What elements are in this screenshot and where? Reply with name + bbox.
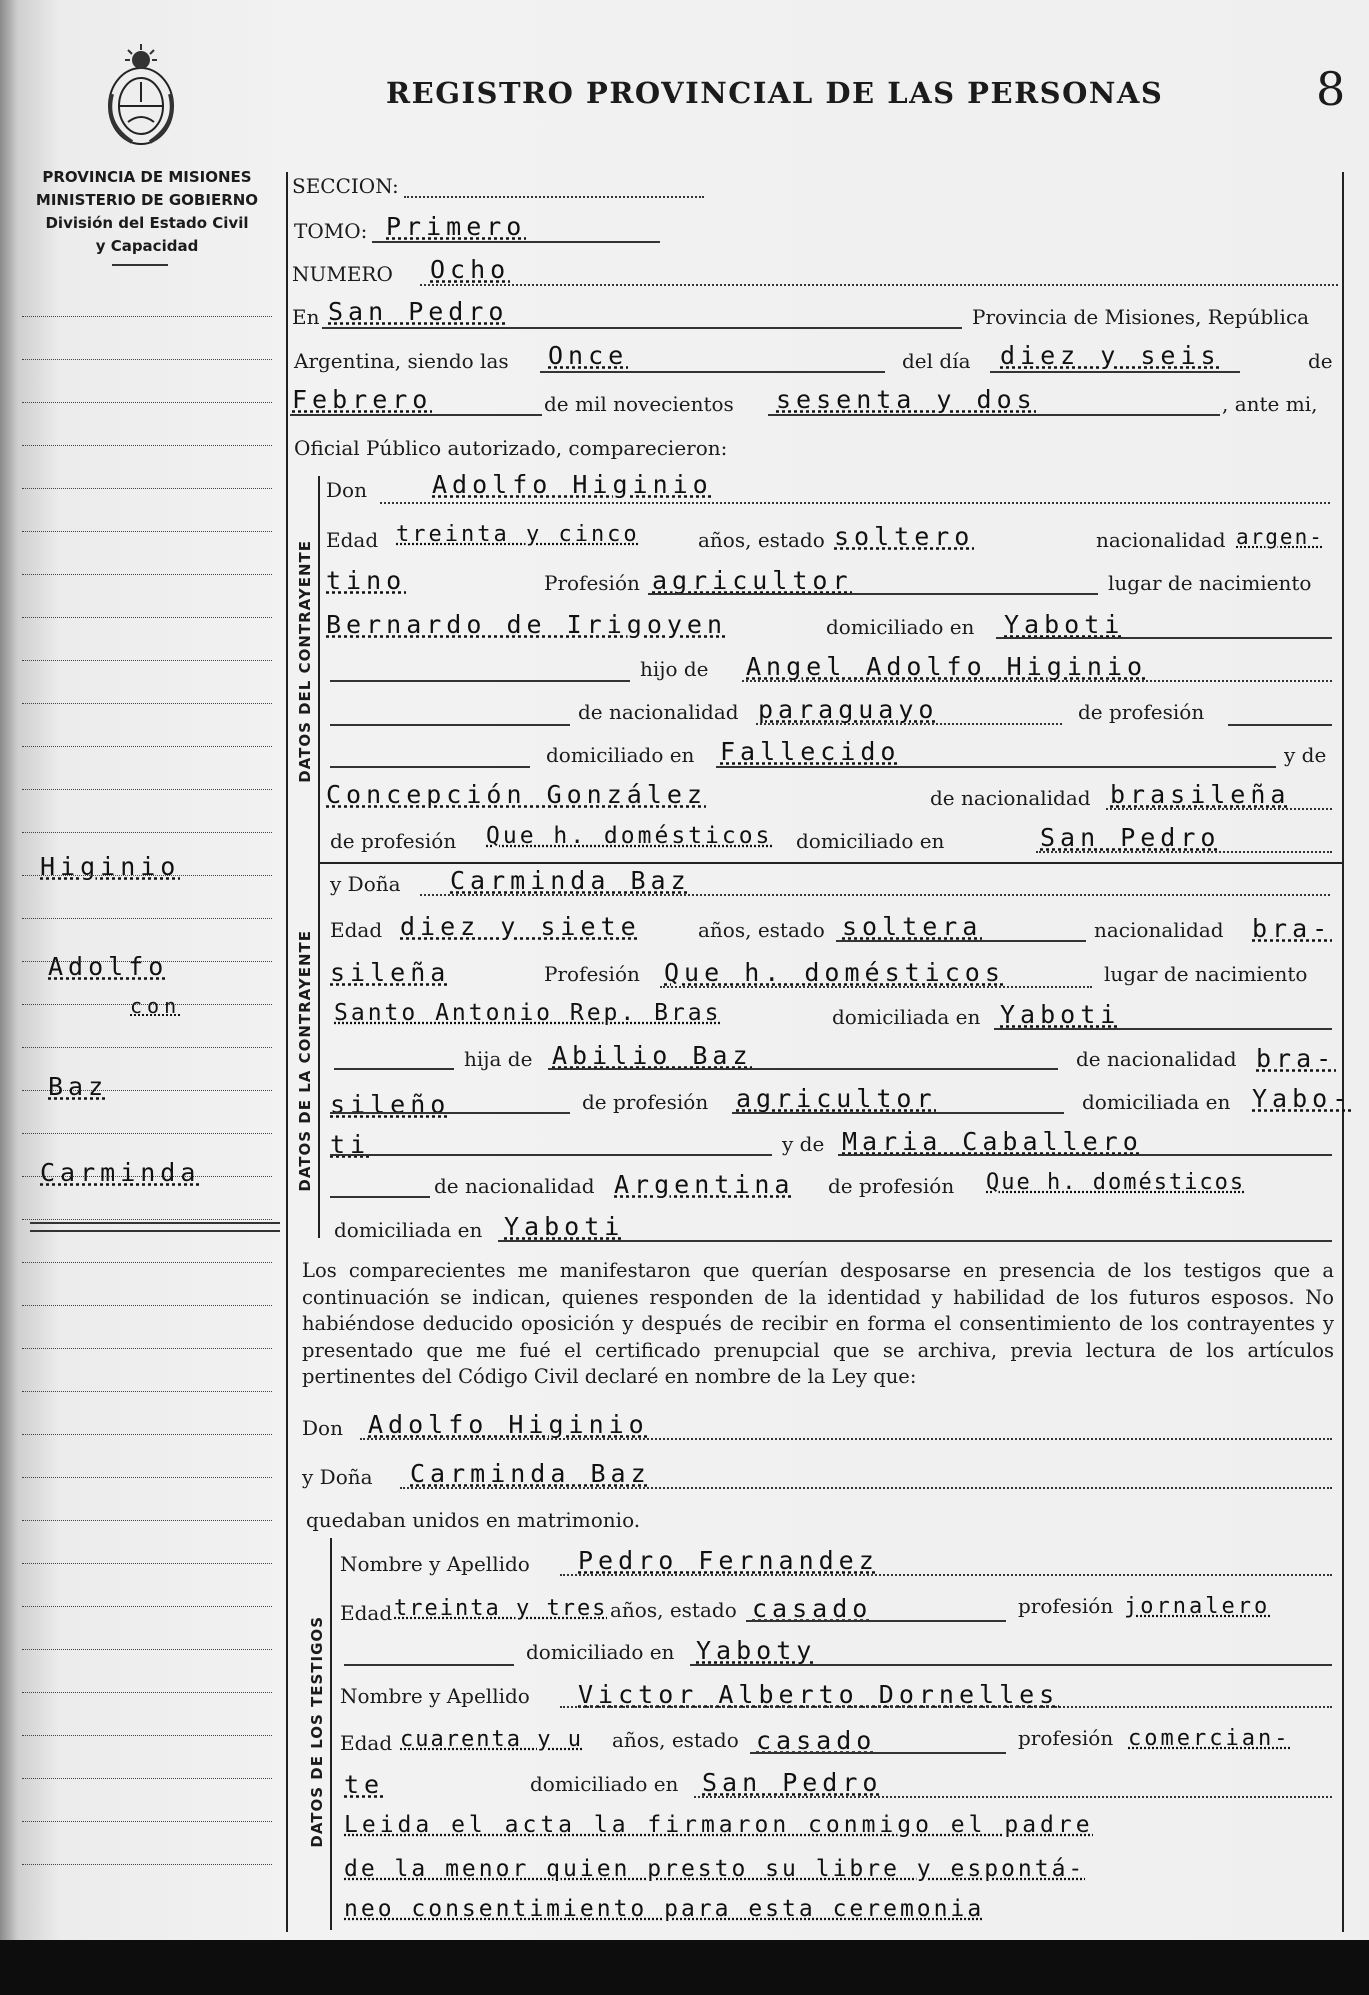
bride-mother-nac-label: de nacionalidad [434, 1174, 595, 1198]
margin-note-given-name: Adolfo [48, 952, 169, 981]
margin-ruled-line [22, 1520, 272, 1521]
seccion-field [404, 196, 704, 198]
groom-blank-1 [330, 680, 630, 682]
margin-ruled-line [22, 832, 272, 833]
note-line-3: neo consentimiento para esta ceremonia [344, 1896, 985, 1922]
year-label: de mil novecientos [544, 392, 734, 416]
contrayente-box-left [318, 476, 320, 1238]
father-prof-field [1228, 724, 1332, 726]
t1-blank [344, 1664, 514, 1666]
t1-anos-estado: años, estado [610, 1598, 737, 1622]
mother-profesion-value: Que h. domésticos [486, 823, 773, 849]
document-title: REGISTRO PROVINCIAL DE LAS PERSONAS [386, 76, 1164, 110]
groom-domiciliado-label: domiciliado en [826, 615, 975, 639]
groom-blank-2 [330, 724, 570, 726]
contrayente-section-label: DATOS DEL CONTRAYENTE [296, 540, 314, 783]
father-nacionalidad-value: paraguayo [758, 695, 939, 724]
t2-name-value: Victor Alberto Dornelles [578, 1680, 1060, 1709]
bride-profesion-value: Que h. domésticos [664, 958, 1005, 987]
argentina-text: Argentina, siendo las [294, 349, 509, 373]
hour-value: Once [548, 341, 629, 370]
margin-ruled-line [22, 617, 272, 618]
father-domicilio-field [716, 766, 1276, 768]
numero-label: NUMERO [292, 262, 393, 286]
t1-nombre-label: Nombre y Apellido [340, 1552, 530, 1576]
t1-dom-label: domiciliado en [526, 1640, 675, 1664]
page-bottom-border [0, 1940, 1369, 1995]
numero-value: Ocho [430, 255, 511, 284]
bride-father-value: Abilio Baz [552, 1041, 753, 1070]
year-value: sesenta y dos [776, 385, 1037, 414]
father-dom-label: domiciliado en [546, 743, 695, 767]
margin-ruled-line [22, 746, 272, 747]
mother-domicilio-value: San Pedro [1040, 823, 1221, 852]
margin-ruled-line [22, 445, 272, 446]
t2-edad-label: Edad [340, 1731, 393, 1755]
margin-ruled-line [22, 1649, 272, 1650]
bride-y-de-label: y de [782, 1132, 825, 1156]
bride-domiciliada-label: domiciliada en [832, 1005, 981, 1029]
bride-father-dom-field [330, 1154, 772, 1156]
father-nacionalidad-field [756, 723, 1062, 725]
t1-name-value: Pedro Fernandez [578, 1546, 879, 1575]
bride-name-field [420, 894, 1330, 896]
t1-estado-value: casado [752, 1594, 873, 1623]
authority-underline [112, 264, 168, 266]
main-right-border [1342, 172, 1344, 1932]
tomo-label: TOMO: [294, 219, 368, 243]
t2-dom-label: domiciliado en [530, 1772, 679, 1796]
t2-name-field [560, 1706, 1332, 1708]
mother-nacionalidad-value: brasileña [1110, 780, 1291, 809]
margin-ruled-line [22, 1563, 272, 1564]
dona-label: y Doña [330, 872, 401, 896]
bride-mother-field [838, 1154, 1332, 1156]
bride-father-profesion-field [732, 1112, 1064, 1114]
t2-estado-field [750, 1752, 1006, 1754]
father-nac-label: de nacionalidad [578, 700, 739, 724]
margin-note-surname: Higinio [40, 852, 181, 881]
groom-profesion-value: agricultor [652, 566, 853, 595]
testigos-box-left [330, 1538, 332, 1930]
margin-ruled-line [22, 1047, 272, 1048]
mother-domicilio-field [1036, 851, 1332, 853]
oficial-text: Oficial Público autorizado, comparecieron: [294, 436, 728, 460]
groom-nacionalidad-1: argen- [1236, 525, 1324, 549]
margin-ruled-line [22, 316, 272, 317]
note-line-2: de la menor quien presto su libre y espontá- [344, 1856, 1086, 1882]
margin-ruled-line [22, 789, 272, 790]
t2-domicilio-field [694, 1796, 1332, 1798]
bride-mother-dom-label: domiciliada en [334, 1218, 483, 1242]
bride-father-prof-label: de profesión [582, 1090, 709, 1114]
margin-ruled-line [22, 488, 272, 489]
groom-domicilio-field [996, 637, 1332, 639]
groom-nacionalidad-label: nacionalidad [1096, 528, 1226, 552]
bride-mother-profesion-value: Que h. domésticos [986, 1170, 1246, 1195]
bride-blank-1 [334, 1068, 454, 1070]
margin-ruled-line [22, 1821, 272, 1822]
bride-nacionalidad-1: bra- [1252, 914, 1333, 943]
father-domicilio-value: Fallecido [720, 737, 901, 766]
bride-father-nac-label: de nacionalidad [1076, 1047, 1237, 1071]
tomo-value: Primero [386, 212, 527, 241]
hijo-de-label: hijo de [640, 657, 709, 681]
margin-ruled-line [22, 1606, 272, 1607]
groom-edad-value: treinta y cinco [396, 522, 640, 547]
bride-domicilio-value: Yaboti [1000, 1000, 1121, 1029]
decl-dona-label: y Doña [302, 1465, 373, 1489]
bride-profesion-label: Profesión [544, 962, 640, 986]
t2-profesion-1: comercian- [1128, 1726, 1291, 1751]
groom-profesion-label: Profesión [544, 571, 640, 595]
t2-profesion-label: profesión [1018, 1726, 1114, 1750]
margin-ruled-line [22, 703, 272, 704]
margin-ruled-line [22, 359, 272, 360]
margin-ruled-line [22, 1735, 272, 1736]
bride-mother-nacionalidad-value: Argentina [614, 1170, 795, 1199]
bride-mother-domicilio-field [498, 1240, 1332, 1242]
mother-nac-label: de nacionalidad [930, 786, 1091, 810]
t1-estado-field [746, 1620, 1006, 1622]
groom-father-field [742, 680, 1332, 682]
decl-groom-value: Adolfo Higinio [368, 1410, 649, 1439]
bride-edad-value: diez y siete [400, 912, 641, 941]
t2-profesion-2: te [344, 1770, 385, 1799]
authority-capacity: y Capacidad [95, 237, 199, 255]
argentina-coat-of-arms-icon [98, 42, 184, 148]
bride-nacionalidad-2: sileña [330, 958, 451, 987]
bride-father-dom-label: domiciliada en [1082, 1090, 1231, 1114]
margin-note-bride-name: Carminda [40, 1158, 201, 1187]
bride-domicilio-field [994, 1028, 1332, 1030]
margin-ruled-line [22, 1262, 272, 1263]
groom-anos-estado: años, estado [698, 528, 825, 552]
t1-profesion-label: profesión [1018, 1594, 1114, 1618]
en-label: En [292, 305, 320, 329]
bride-father-field [548, 1068, 1058, 1070]
ante-mi-text: , ante mi, [1222, 392, 1318, 416]
bride-nac-label: nacionalidad [1094, 918, 1224, 942]
declaration-text: Los comparecientes me manifestaron que querían desposarse en presencia de los testigos que a continuación se indican, quienes responden de la identidad y habilidad de los futuros esposos. No habiéndose deducido oposición y después de recibir en forma el consentimiento de los contrayentes y presentado que me fué el certificado prenupcial que se archiva, previa lectura de los artículos pertinentes del Código Civil declaré en nombre de la Ley que: [302, 1259, 1334, 1388]
authority-division: División del Estado Civil [45, 214, 249, 232]
margin-ruled-line [22, 574, 272, 575]
decl-bride-value: Carminda Baz [410, 1459, 651, 1488]
tomo-field [372, 241, 660, 243]
groom-name-field [380, 502, 1330, 504]
place-field [322, 327, 962, 329]
month-value: Febrero [292, 385, 433, 414]
bride-edad-label: Edad [330, 918, 383, 942]
decl-groom-field [360, 1438, 1332, 1440]
bride-estado-value: soltera [842, 912, 983, 941]
t1-name-field [560, 1574, 1332, 1576]
t2-edad-value: cuarenta y u [400, 1727, 583, 1752]
mother-nacionalidad-field [1106, 808, 1332, 810]
bride-section-label: DATOS DE LA CONTRAYENTE [296, 930, 314, 1192]
numero-field [420, 284, 1338, 286]
bride-lugar-value: Santo Antonio Rep. Bras [334, 1000, 722, 1026]
mother-prof-label: de profesión [330, 829, 457, 853]
hour-field [540, 371, 885, 373]
authority-ministry: MINISTERIO DE GOBIERNO [35, 191, 259, 209]
t1-edad-label: Edad [340, 1601, 393, 1625]
groom-name-value: Adolfo Higinio [432, 470, 713, 499]
groom-blank-3 [330, 766, 530, 768]
margin-ruled-line [22, 402, 272, 403]
margin-ruled-line [22, 918, 272, 919]
note-line-1: Leida el acta la firmaron conmigo el padre [344, 1812, 1094, 1838]
bride-anos-estado: años, estado [698, 918, 825, 942]
margin-ruled-line [22, 1348, 272, 1349]
margin-note-bride-surname: Baz [48, 1072, 109, 1101]
margin-double-rule [30, 1222, 280, 1232]
decl-closing: quedaban unidos en matrimonio. [306, 1508, 641, 1532]
seccion-label: SECCION: [292, 174, 399, 198]
de-label: de [1308, 349, 1333, 373]
groom-profesion-field [648, 593, 1098, 595]
day-field [990, 371, 1240, 373]
bride-mother-value: Maria Caballero [842, 1127, 1143, 1156]
margin-ruled-line [22, 1434, 272, 1435]
main-left-border [286, 172, 288, 1932]
authority-province: PROVINCIA DE MISIONES [42, 168, 252, 186]
day-value: diez y seis [1000, 341, 1221, 370]
testigos-section-label: DATOS DE LOS TESTIGOS [308, 1616, 326, 1848]
bride-estado-field [836, 940, 1086, 942]
y-de-label: y de [1284, 743, 1327, 767]
t2-nombre-label: Nombre y Apellido [340, 1684, 530, 1708]
bride-name-value: Carminda Baz [450, 866, 691, 895]
margin-ruled-line [22, 1305, 272, 1306]
t1-profesion-value: jornalero [1124, 1594, 1271, 1619]
t1-domicilio-field [690, 1664, 1332, 1666]
groom-estado-value: soltero [834, 522, 975, 551]
margin-ruled-line [22, 1477, 272, 1478]
don-label: Don [326, 478, 367, 502]
t1-domicilio-value: Yaboty [696, 1636, 817, 1665]
bride-mother-prof-label: de profesión [828, 1174, 955, 1198]
province-text: Provincia de Misiones, República [972, 305, 1310, 329]
margin-ruled-line [22, 1692, 272, 1693]
groom-lugar-label: lugar de nacimiento [1108, 571, 1312, 595]
t1-edad-value: treinta y tres [394, 1596, 608, 1621]
margin-ruled-line [22, 1864, 272, 1865]
father-prof-label: de profesión [1078, 700, 1205, 724]
hija-de-label: hija de [464, 1047, 533, 1071]
t2-domicilio-value: San Pedro [702, 1768, 883, 1797]
year-field [768, 414, 1220, 416]
groom-lugar-value: Bernardo de Irigoyen [326, 610, 728, 639]
t2-anos-estado: años, estado [612, 1728, 739, 1752]
margin-ruled-line [22, 531, 272, 532]
groom-nacionalidad-2: tino [326, 566, 407, 595]
bride-father-nacionalidad-1: bra- [1256, 1044, 1337, 1073]
bride-mother-domicilio-value: Yaboti [504, 1212, 625, 1241]
authority-block [22, 166, 272, 258]
decl-bride-field [400, 1487, 1332, 1489]
margin-ruled-line [22, 1219, 272, 1220]
groom-edad-label: Edad [326, 528, 379, 552]
groom-section-bottom [318, 862, 1342, 864]
page-number: 8 [1316, 62, 1346, 116]
margin-ruled-line [22, 1133, 272, 1134]
margin-note-con: con [130, 994, 182, 1018]
place-value: San Pedro [328, 297, 509, 326]
month-field [290, 414, 542, 416]
bride-blank-2 [330, 1196, 430, 1198]
bride-father-nacionalidad-2: sileño [330, 1090, 451, 1119]
margin-ruled-line [22, 1778, 272, 1779]
decl-don-label: Don [302, 1416, 343, 1440]
bride-father-nac-field [330, 1112, 570, 1114]
bride-profesion-field [660, 986, 1092, 988]
mother-dom-label: domiciliado en [796, 829, 945, 853]
bride-father-domicilio-2: ti [330, 1130, 371, 1159]
bride-father-profesion-value: agricultor [736, 1084, 937, 1113]
del-dia-label: del día [902, 349, 971, 373]
margin-ruled-line [22, 660, 272, 661]
groom-father-value: Angel Adolfo Higinio [746, 652, 1148, 681]
groom-mother-value: Concepción González [326, 780, 707, 809]
margin-ruled-line [22, 1391, 272, 1392]
t2-estado-value: casado [756, 1726, 877, 1755]
bride-lugar-label: lugar de nacimiento [1104, 962, 1308, 986]
bride-father-domicilio-1: Yabo- [1252, 1084, 1353, 1113]
groom-domicilio-value: Yaboti [1004, 610, 1125, 639]
